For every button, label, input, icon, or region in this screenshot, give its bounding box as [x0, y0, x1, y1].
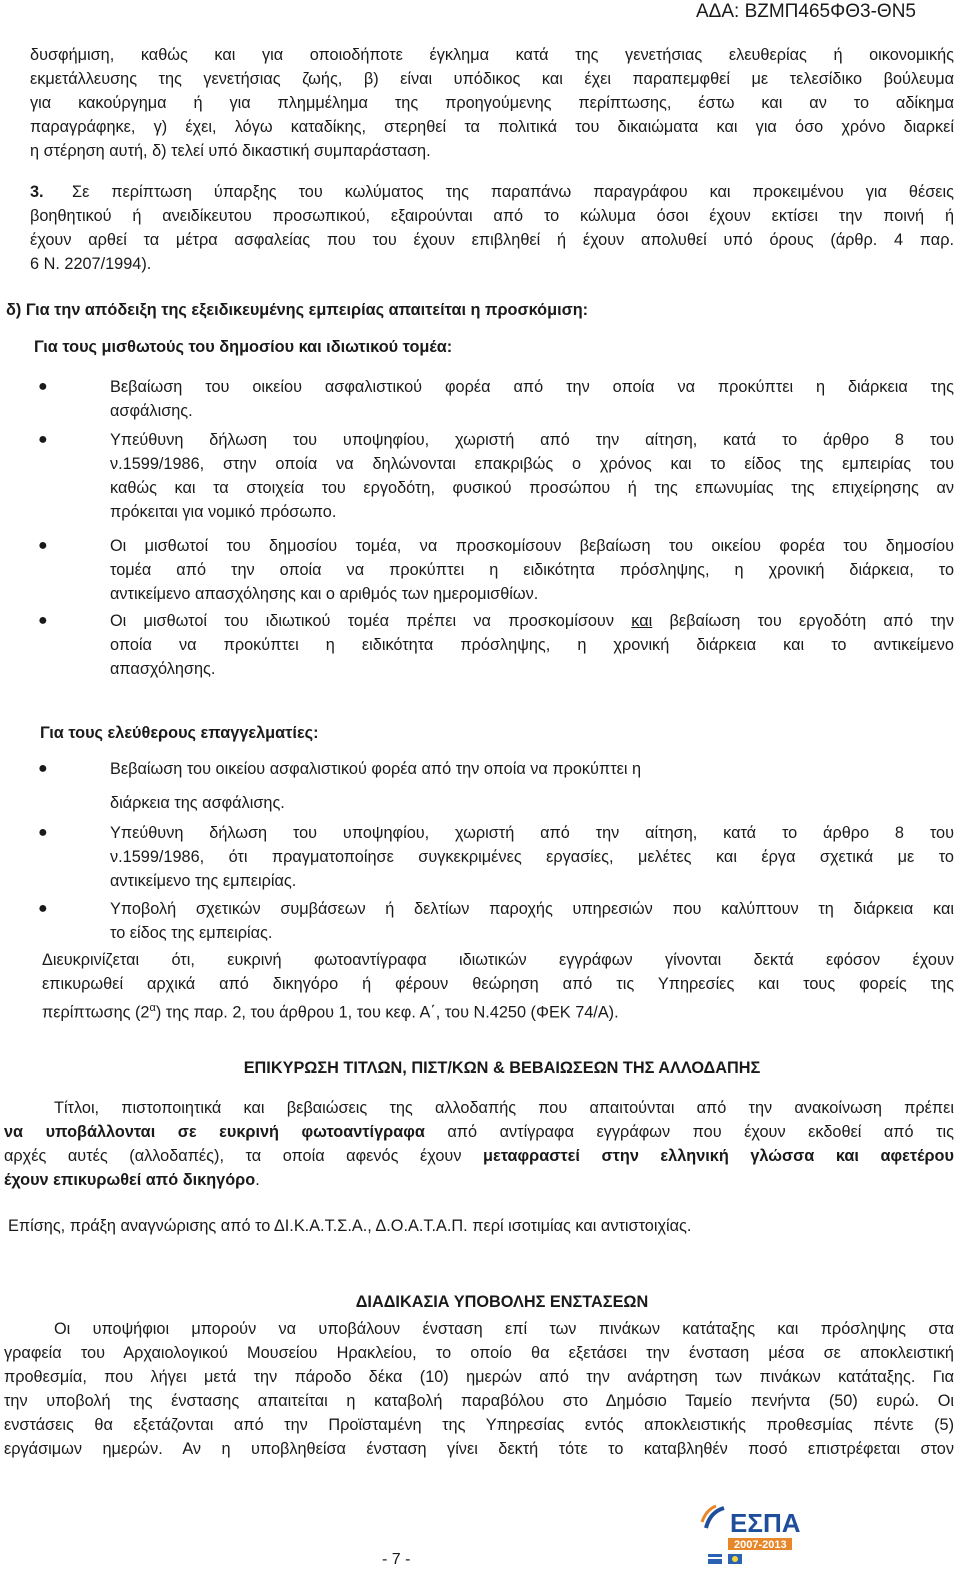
logo-text: ΕΣΠΑ — [730, 1508, 801, 1538]
text-line: 6 Ν. 2207/1994). — [30, 255, 152, 273]
foreign-heading: ΕΠΙΚΥΡΩΣΗ ΤΙΤΛΩΝ, ΠΙΣΤ/ΚΩΝ & ΒΕΒΑΙΩΣΕΩΝ ΤΗΣ ΑΛΛΟΔΑΠΗΣ — [243, 1059, 761, 1077]
bold-text: έχουν επικυρωθεί από δικηγόρο — [4, 1171, 256, 1189]
text-line: αντικείμενο της εμπειρίας. — [110, 872, 297, 890]
text-line: Οι μισθωτοί του ιδιωτικού τομέα πρέπει να προσκομίσουν και βεβαίωση του εργοδότη από την — [110, 612, 954, 630]
espa-logo — [700, 1498, 820, 1570]
employees-heading: Για τους μισθωτούς του δημοσίου και ιδιωτικού τομέα: — [34, 338, 453, 356]
espa-logo-graphic — [700, 1498, 820, 1570]
paragraph-number: 3. — [30, 183, 44, 201]
text-line: δυσφήμιση, καθώς και για οποιοδήποτε έγκλημα κατά της γενετήσιας ελευθερίας ή οικονομικής — [30, 46, 954, 64]
text-line: την υποβολή της ένστασης απαιτείται η καταβολή παραβόλου στο Δημόσιο Ταμείο πενήντα (50) ευρώ. Οι — [4, 1392, 954, 1410]
bullet-icon: ● — [38, 824, 48, 841]
objections-paragraph — [4, 1317, 954, 1461]
bold-text: μεταφραστεί στην ελληνική γλώσσα και αφετέρου — [483, 1147, 954, 1165]
text-line: ν.1599/1986, ότι πραγματοποίησε συγκεκριμένες εργασίες, μελέτες και έργα σχετικά με το — [110, 848, 954, 866]
recognition-line: Επίσης, πράξη αναγνώρισης από το ΔΙ.Κ.Α.Τ.Σ.Α., Δ.Ο.Α.Τ.Α.Π. περί ισοτιμίας και αντιστοιχίας. — [8, 1217, 692, 1235]
text-line: πρόκειται για νομικό πρόσωπο. — [110, 503, 337, 521]
text-line: αρχές αυτές (αλλοδαπές), τα οποία αφενός έχουν μεταφραστεί στην ελληνική γλώσσα και αφετέρου — [4, 1147, 954, 1165]
text-line: έχουν αρθεί τα μέτρα ασφαλείας που του έχουν επιβληθεί ή έχουν απολυθεί υπό όρους (άρθρ. 4 παρ. — [30, 231, 954, 249]
text-line: η στέρηση αυτή, δ) τελεί υπό δικαστική συμπαράσταση. — [30, 142, 431, 160]
text-line: εργάσιμων ημερών. Αν η υποβληθείσα ένσταση γίνει δεκτή τότε το καταβληθέν ποσό επιστρέφεται στον — [4, 1440, 954, 1458]
text-line: Σε περίπτωση ύπαρξης του κωλύματος της παραπάνω παραγράφου και προκειμένου για θέσεις — [72, 183, 954, 201]
text-line: προθεσμία, που λήγει μετά την πάροδο δέκα (10) ημερών από την ανάρτηση των πινάκων κατάταξης. Για — [4, 1368, 954, 1386]
text-line: οποία να προκύπτει η ειδικότητα πρόσληψης, η χρονική διάρκεια και το αντικείμενο — [110, 636, 954, 654]
superscript: α — [149, 1002, 156, 1014]
bullet-icon: ● — [38, 900, 48, 917]
bold-text: να υποβάλλονται σε ευκρινή φωτοαντίγραφα — [4, 1123, 425, 1141]
text-line: Βεβαίωση του οικείου ασφαλιστικού φορέα από την οποία να προκύπτει η διάρκεια της — [110, 378, 954, 396]
text-line: Υπεύθυνη δήλωση του υποψηφίου, χωριστή από την αίτηση, κατά το άρθρο 8 του — [110, 824, 954, 842]
text-line: Βεβαίωση του οικείου ασφαλιστικού φορέα από την οποία να προκύπτει η — [110, 760, 642, 778]
text-line: επικυρωθεί αρχικά από δικηγόρο ή φέρουν θεώρηση από τις Υπηρεσίες και τους φορείς της — [42, 975, 954, 993]
text-line: να υποβάλλονται σε ευκρινή φωτοαντίγραφα από αντίγραφα εγγράφων που έχουν εκδοθεί από τις — [4, 1123, 955, 1141]
text-line: διάρκεια της ασφάλισης. — [110, 794, 285, 812]
bullet-icon: ● — [38, 431, 48, 448]
text-line: τομέα από την οποία να προκύπτει η ειδικότητα πρόσληψης, η χρονική διάρκεια, το — [110, 561, 954, 579]
paragraph-3 — [30, 180, 954, 276]
text-line: απασχόλησης. — [110, 660, 216, 678]
text-line: Διευκρινίζεται ότι, ευκρινή φωτοαντίγραφα ιδιωτικών εγγράφων γίνονται δεκτά εφόσον έχουν — [42, 951, 954, 969]
freelancers-heading: Για τους ελεύθερους επαγγελματίες: — [40, 724, 319, 742]
page-number: - 7 - — [382, 1551, 411, 1568]
objections-heading: ΔΙΑΔΙΚΑΣΙΑ ΥΠΟΒΟΛΗΣ ΕΝΣΤΑΣΕΩΝ — [355, 1293, 649, 1311]
ada-code: ΑΔΑ: ΒΖΜΠ465ΦΘ3-ΘΝ5 — [695, 1, 916, 22]
clarification-paragraph — [42, 948, 954, 1024]
text-line: αντικείμενο απασχόλησης και ο αριθμός των ημερομισθίων. — [110, 585, 539, 603]
intro-paragraph — [30, 43, 954, 163]
text-line: έχουν επικυρωθεί από δικηγόρο. — [4, 1171, 260, 1189]
foreign-paragraph — [4, 1096, 954, 1192]
text-line: βοηθητικού ή ανειδίκευτου προσωπικού, εξαιρούνται από το κώλυμα όσοι έχουν εκτίσει την ποινή ή — [30, 207, 954, 225]
text-line: καθώς και τα στοιχεία του εργοδότη, φυσικού προσώπου ή της επωνυμίας της επιχείρησης αν — [110, 479, 954, 497]
bullet-icon: ● — [38, 537, 48, 554]
text-line: Τίτλοι, πιστοποιητικά και βεβαιώσεις της αλλοδαπής που απαιτούνται από την ανακοίνωση πρέπει — [54, 1099, 954, 1117]
bullet-icon: ● — [38, 612, 48, 629]
text-line: για κακούργημα ή για πλημμέλημα της προηγούμενης περίπτωσης, έστω και αν το αδίκημα — [30, 94, 954, 112]
text-line: περίπτωσης $(2^\alpha)$ της παρ. 2, του άρθρου 1, του κεφ. Α΄, του Ν.4250 (ΦΕΚ 74/Α). — [42, 1002, 619, 1022]
text-line: γραφεία του Αρχαιολογικού Μουσείου Ηρακλείου, το οποίο θα εξετάσει την ένσταση μέσα σε αποκλειστική — [4, 1344, 954, 1362]
text-line: Υπεύθυνη δήλωση του υποψηφίου, χωριστή από την αίτηση, κατά το άρθρο 8 του — [110, 431, 954, 449]
section-d-heading: δ) Για την απόδειξη της εξειδικευμένης εμπειρίας απαιτείται η προσκόμιση: — [6, 301, 589, 319]
text-line: Οι μισθωτοί του δημοσίου τομέα, να προσκομίσουν βεβαίωση του οικείου φορέα του δημοσίου — [110, 537, 954, 555]
text-line: ν.1599/1986, στην οποία να δηλώνονται επακριβώς ο χρόνος και το είδος της εμπειρίας του — [110, 455, 954, 473]
text-line: Υποβολή σχετικών συμβάσεων ή δελτίων παροχής υπηρεσιών που καλύπτουν τη διάρκεια και — [110, 900, 954, 918]
bullet-icon: ● — [38, 760, 48, 777]
text-line: ενστάσεις θα εξετάζονται από την Προϊσταμένη της Υπηρεσίας εντός αποκλειστικής προθεσμίας πέντε (5) — [4, 1416, 954, 1434]
underlined-word: και — [631, 612, 653, 630]
text-line: παραγράφηκε, γ) έχει, λόγω καταδίκης, στερηθεί τα πολιτικά του δικαιώματα και για όσο χρόνο διαρκεί — [30, 118, 954, 136]
text-line: εκμετάλλευσης της γενετήσιας ζωής, β) είναι υπόδικος και έχει παραπεμφθεί με τελεσίδικο βούλευμα — [30, 70, 954, 88]
text-line: ασφάλισης. — [110, 402, 193, 420]
text-line: το είδος της εμπειρίας. — [110, 924, 273, 942]
text-line: Οι υποψήφιοι μπορούν να υποβάλουν ένσταση επί των πινάκων κατάταξης και πρόσληψης στα — [54, 1320, 954, 1338]
logo-years: 2007-2013 — [734, 1539, 787, 1551]
bullet-icon: ● — [38, 378, 48, 395]
